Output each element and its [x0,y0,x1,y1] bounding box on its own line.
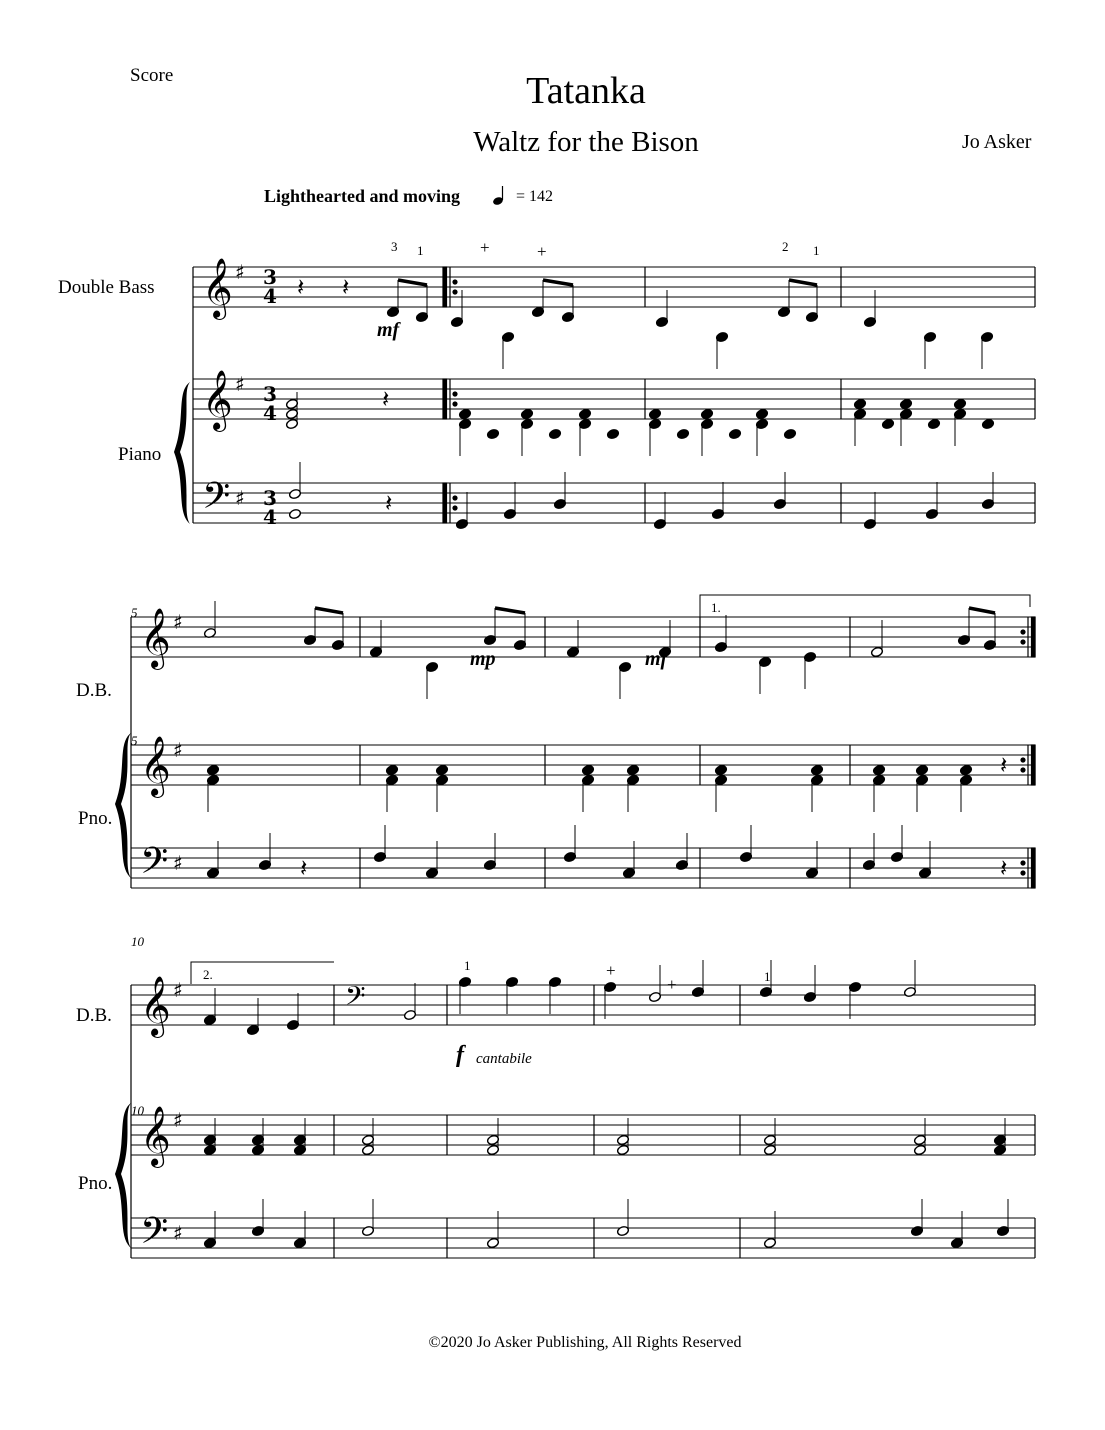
fingering-3: 3 [391,239,398,254]
piece-title: Tatanka [526,70,646,112]
repeat-thick-line [1032,848,1036,888]
treble-clef-icon: 𝄞 [140,976,171,1036]
fingering-plus-4: + [667,975,677,994]
note-head [881,418,894,429]
dynamic-f: f [456,1042,464,1068]
treble-clef-icon: 𝄞 [140,736,171,796]
tempo-marking: Lighthearted and moving [264,186,461,206]
repeat-dot [453,290,457,294]
time-sig-top-db: 3 [263,265,277,289]
note-head [981,418,994,429]
fingering-1: 1 [417,243,424,258]
note-head [548,428,561,439]
quarter-rest-icon: 𝄽 [342,273,350,301]
time-sig-bottom-db: 4 [263,284,277,308]
note-head [783,428,796,439]
repeat-dot [453,280,457,284]
instrument-label-double-bass: Double Bass [58,277,155,298]
sharp-icon: ♯ [173,851,183,875]
beam [315,608,343,613]
time-sig-top-pno-bass: 3 [263,486,277,510]
sharp-icon: ♯ [235,486,245,510]
repeat-dot [453,392,457,396]
beam [398,280,427,285]
sharp-icon: ♯ [235,372,245,396]
note-head [953,398,966,409]
fingering-plus-2: + [537,242,547,261]
note-head [486,428,499,439]
fingering-1d: 1 [764,969,771,984]
quarter-rest-icon: 𝄽 [1000,751,1008,779]
note-head [606,428,619,439]
note-head [676,428,689,439]
note-head [206,764,219,775]
quarter-rest-icon: 𝄽 [300,854,308,882]
note-head [853,398,866,409]
fingering-plus-1: + [480,238,490,257]
note-head [927,418,940,429]
tempo-value: = 142 [516,188,554,205]
sharp-icon: ♯ [173,610,183,634]
repeat-dot [1021,768,1025,772]
fingering-plus-3: + [606,961,616,980]
treble-clef-icon: 𝄞 [140,608,171,668]
repeat-thick-line [443,267,447,307]
note-head [700,408,713,419]
repeat-dot [453,506,457,510]
bass-clef-icon: 𝄢 [140,1210,169,1261]
beam [495,608,525,613]
repeat-dot [1021,861,1025,865]
treble-clef-icon: 𝄞 [202,370,233,430]
repeat-dot [1021,871,1025,875]
repeat-thick-line [1032,617,1036,657]
repeat-dot [453,496,457,500]
piano-brace-3 [115,1103,131,1248]
dynamic-mp: mp [470,648,496,670]
repeat-dot [453,402,457,406]
note-head [626,764,639,775]
note-head [959,764,972,775]
expression-cantabile: cantabile [476,1051,532,1067]
note-head [915,764,928,775]
instrument-label-db-short-2: D.B. [76,1005,112,1026]
fingering-2: 2 [782,239,789,254]
beam [543,280,573,285]
instrument-label-db-short: D.B. [76,680,112,701]
measure-number-10-db: 10 [131,934,144,949]
copyright-notice: ©2020 Jo Asker Publishing, All Rights Reserved [428,1334,742,1351]
repeat-dot [1021,640,1025,644]
dynamic-mf: mf [377,319,400,341]
quarter-rest-icon: 𝄽 [382,385,390,413]
score-label: Score [130,65,174,86]
beam [969,608,995,613]
time-sig-bottom-pno-treble: 4 [263,401,277,425]
measure-number-10-pno: 10 [131,1103,144,1118]
note-head [435,764,448,775]
bass-clef-icon: 𝄢 [202,475,231,526]
instrument-label-piano: Piano [118,444,162,465]
notes [203,280,1009,1249]
note-head [755,408,768,419]
repeat-dot [1021,630,1025,634]
bass-clef-change-icon: 𝄢 [345,980,366,1018]
time-sig-top-pno-treble: 3 [263,382,277,406]
quarter-rest-icon: 𝄽 [385,489,393,517]
sharp-icon: ♯ [173,978,183,1002]
note-head [810,764,823,775]
fingering-1c: 1 [464,958,471,973]
repeat-thick-line [1032,745,1036,785]
quarter-rest-icon: 𝄽 [1000,854,1008,882]
piano-brace-2 [115,733,131,878]
instrument-label-pno-short: Pno. [78,808,113,829]
first-ending-bracket [700,595,1030,617]
treble-clef-icon: 𝄞 [202,258,233,318]
measure-number-5-db: 5 [131,605,138,620]
quarter-note-icon [492,186,504,206]
instrument-label-pno-short-2: Pno. [78,1173,113,1194]
composer-name: Jo Asker [962,131,1032,153]
note-head [578,408,591,419]
note-head [458,408,471,419]
repeat-thick-line [443,483,447,523]
piece-subtitle: Waltz for the Bison [473,126,699,158]
sharp-icon: ♯ [235,260,245,284]
treble-clef-icon: 𝄞 [140,1106,171,1166]
note-head [385,764,398,775]
second-ending-label: 2. [203,967,213,982]
repeat-dot [1021,758,1025,762]
piano-brace-1 [174,382,190,524]
note-head [714,764,727,775]
measure-number-5-pno: 5 [131,733,138,748]
first-ending-label: 1. [711,600,721,615]
note-head [581,764,594,775]
sharp-icon: ♯ [173,738,183,762]
note-head [872,764,885,775]
note-head [520,408,533,419]
beam [789,280,817,285]
quarter-rest-icon: 𝄽 [297,273,305,301]
note-head [728,428,741,439]
time-sig-bottom-pno-bass: 4 [263,505,277,529]
sharp-icon: ♯ [173,1221,183,1245]
fingering-1b: 1 [813,243,820,258]
note-head [288,508,301,519]
note-head [648,408,661,419]
note-head [899,398,912,409]
dynamic-mf-2: mf [645,648,668,670]
sharp-icon: ♯ [173,1108,183,1132]
bass-clef-icon: 𝄢 [140,840,169,891]
repeat-thick-line [443,379,447,419]
